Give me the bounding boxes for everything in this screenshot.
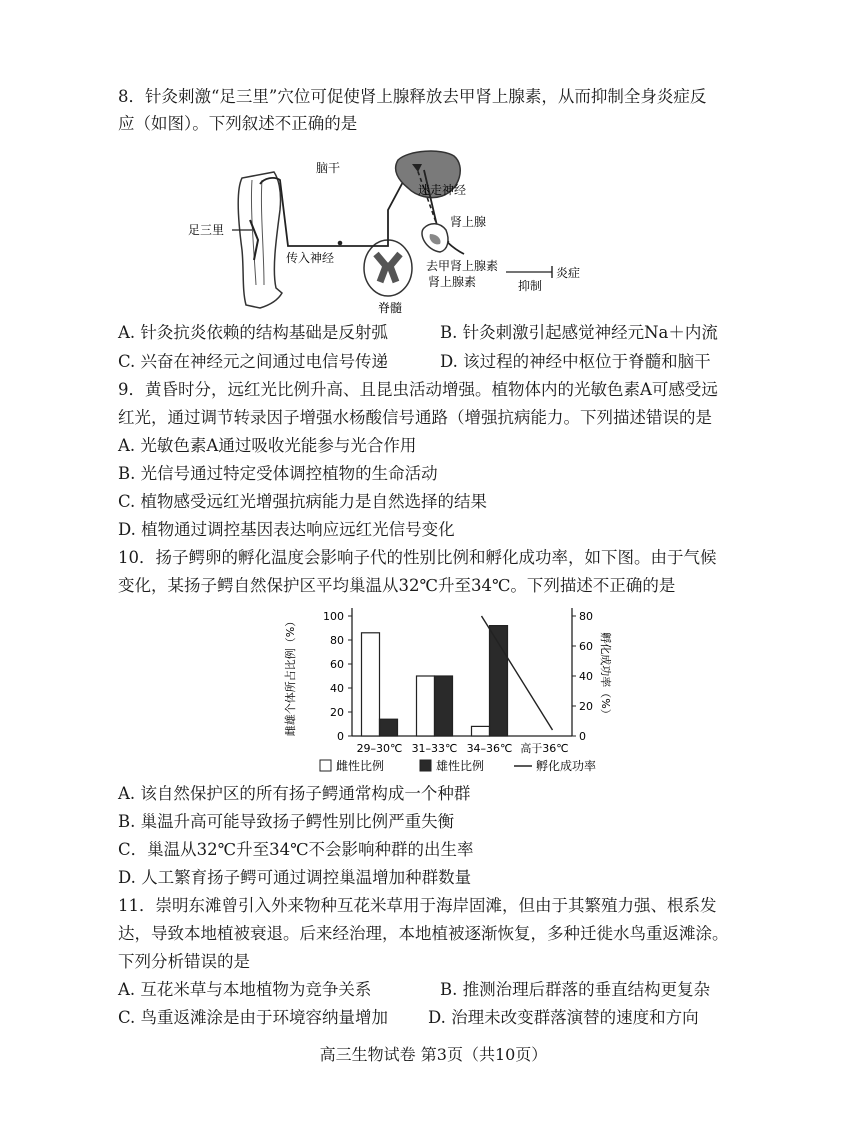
legend-female-label: 雌性比例 <box>336 759 385 773</box>
legend-male-swatch <box>420 760 431 771</box>
q11-stem-line1: 11．崇明东滩曾引入外来物种互花米草用于海岸固滩，但由于其繁殖力强、根系发 <box>118 896 717 915</box>
q8-option-a: A. 针灸抗炎依赖的结构基础是反射弧 <box>118 323 388 342</box>
q9-option-a: A. 光敏色素A通过吸收光能参与光合作用 <box>118 436 417 455</box>
label-brainstem: 脑干 <box>316 161 341 175</box>
y-tick-label: 60 <box>330 658 344 671</box>
x-tick-label: 34–36℃ <box>466 742 513 755</box>
q11-option-d: D. 治理未改变群落演替的速度和方向 <box>428 1008 699 1027</box>
page-footer: 高三生物试卷 第3页（共10页） <box>319 1045 548 1064</box>
q10-option-d: D. 人工繁育扬子鳄可通过调控巢温增加种群数量 <box>118 868 472 887</box>
q8-option-d: D. 该过程的神经中枢位于脊髓和脑干 <box>440 352 711 371</box>
y-tick-label: 0 <box>337 730 344 743</box>
legend-line-label: 孵化成功率 <box>536 759 597 773</box>
label-adrenal: 肾上腺 <box>450 215 487 229</box>
x-tick-label: 31–33℃ <box>411 742 458 755</box>
bar-female <box>362 633 380 736</box>
label-spinal: 脊髓 <box>378 301 403 315</box>
label-zusanli: 足三里 <box>188 223 225 237</box>
y-axis-label: 雌雄个体所占比例（%） <box>284 615 297 737</box>
y-tick-label: 20 <box>330 706 344 719</box>
q11-option-a: A. 互花米草与本地植物为竞争关系 <box>118 980 372 999</box>
y-tick-label: 100 <box>323 610 344 623</box>
q8-option-b: B. 针灸刺激引起感觉神经元Na＋内流 <box>440 323 718 342</box>
q8-stem-line1: 8．针灸刺激“足三里”穴位可促使肾上腺释放去甲肾上腺素，从而抑制全身炎症反 <box>118 87 707 106</box>
x-tick-label: 高于36℃ <box>520 742 569 755</box>
q10-option-a: A. 该自然保护区的所有扬子鳄通常构成一个种群 <box>118 784 471 803</box>
label-inhibit: 抑制 <box>518 279 543 293</box>
leg-outline <box>238 172 282 308</box>
q10-chart <box>280 604 620 776</box>
q9-option-b: B. 光信号通过特定受体调控植物的生命活动 <box>118 464 438 483</box>
q11-stem-line2: 达，导致本地植被衰退。后来经治理，本地植被逐渐恢复，多种迁徙水鸟重返滩涂。 <box>118 924 729 943</box>
bar-male <box>380 719 398 736</box>
q10-option-c: C．巢温从32℃升至34℃不会影响种群的出生率 <box>118 840 474 859</box>
legend-female-swatch <box>320 760 331 771</box>
bar-male <box>435 676 453 736</box>
q8-stem-line2: 应（如图）。下列叙述不正确的是 <box>118 114 358 133</box>
q9-stem-line1: 9．黄昏时分，远红光比例升高、且昆虫活动增强。植物体内的光敏色素A可感受远 <box>118 380 718 399</box>
bar-female <box>417 676 435 736</box>
y2-tick-label: 80 <box>579 610 593 623</box>
y2-tick-label: 20 <box>579 700 593 713</box>
bar-female <box>472 726 490 736</box>
y2-tick-label: 40 <box>579 670 593 683</box>
q9-option-d: D. 植物通过调控基因表达响应远红光信号变化 <box>118 520 455 539</box>
q10-option-b: B. 巢温升高可能导致扬子鳄性别比例严重失衡 <box>118 812 455 831</box>
label-afferent: 传入神经 <box>286 251 335 265</box>
q10-stem-line2: 变化，某扬子鳄自然保护区平均巢温从32℃升至34℃。下列描述不正确的是 <box>118 576 676 595</box>
q8-option-c: C. 兴奋在神经元之间通过电信号传递 <box>118 352 389 371</box>
x-tick-label: 29–30℃ <box>356 742 403 755</box>
y-tick-label: 40 <box>330 682 344 695</box>
y2-tick-label: 60 <box>579 640 593 653</box>
label-norepinephrine: 去甲肾上腺素 <box>426 259 499 273</box>
legend-male-label: 雄性比例 <box>436 759 485 773</box>
q11-option-c: C. 鸟重返滩涂是由于环境容纳量增加 <box>118 1008 389 1027</box>
q9-option-c: C. 植物感受远红光增强抗病能力是自然选择的结果 <box>118 492 488 511</box>
y2-tick-label: 0 <box>579 730 586 743</box>
label-vagus: 迷走神经 <box>418 183 467 197</box>
y2-axis-label: 孵化成功率（%） <box>599 632 612 720</box>
label-inflammation: 炎症 <box>556 266 581 280</box>
y-tick-label: 80 <box>330 634 344 647</box>
q8-neural-pathway-figure <box>180 150 600 315</box>
q9-stem-line2: 红光，通过调节转录因子增强水杨酸信号通路（增强抗病能力。下列描述错误的是 <box>118 408 712 427</box>
q11-stem-line3: 下列分析错误的是 <box>118 952 250 971</box>
q11-option-b: B. 推测治理后群落的垂直结构更复杂 <box>440 980 711 999</box>
q10-stem-line1: 10．扬子鳄卵的孵化温度会影响子代的性别比例和孵化成功率，如下图。由于气候 <box>118 548 717 567</box>
label-epinephrine: 肾上腺素 <box>428 275 477 289</box>
